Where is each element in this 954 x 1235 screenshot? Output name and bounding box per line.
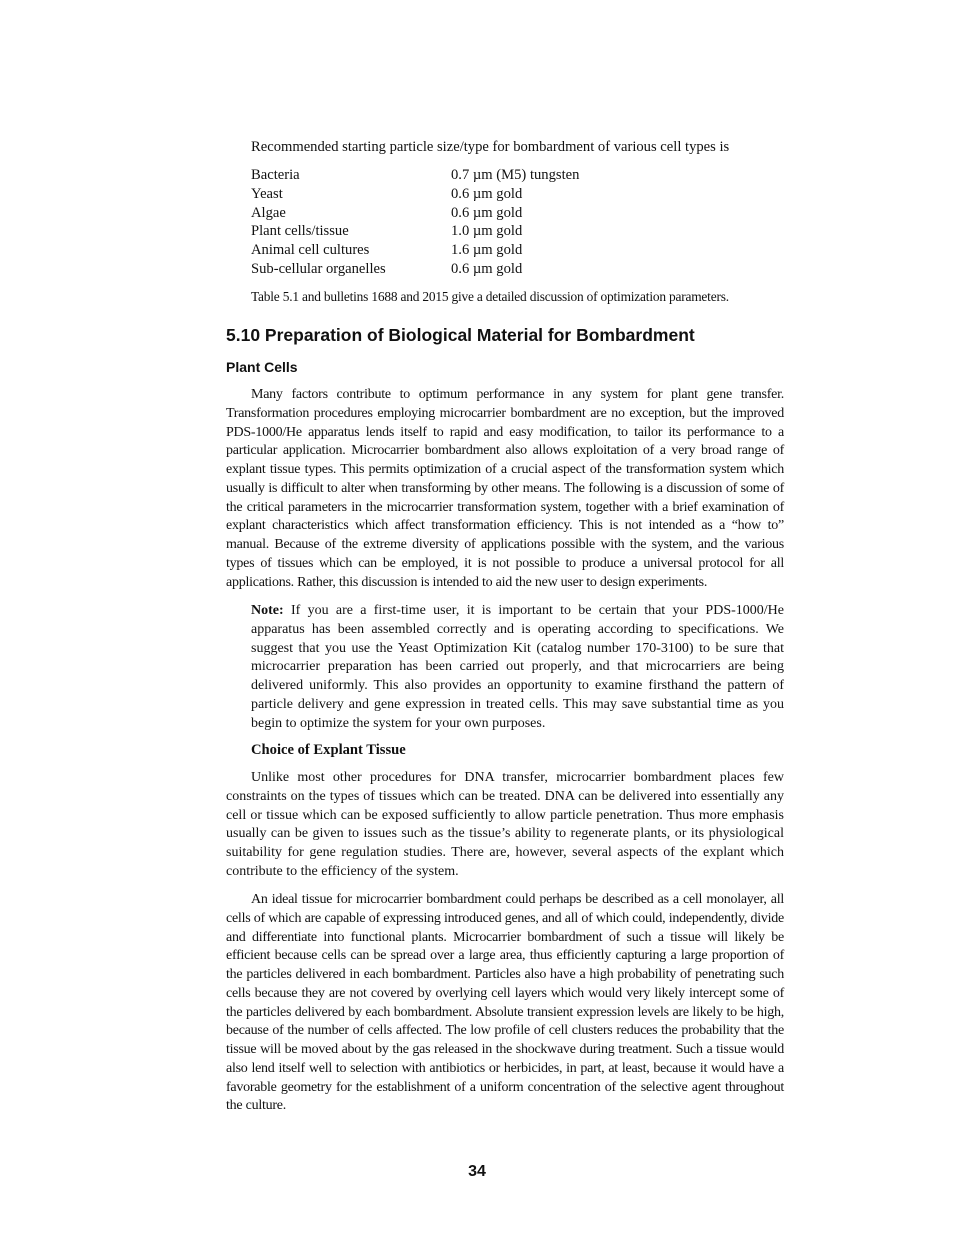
table-row	[251, 260, 691, 279]
cell-type: Yeast	[251, 185, 283, 202]
table-row	[251, 166, 691, 185]
paragraph-explant: Unlike most other procedures for DNA transfer, microcarrier bombardment places few constraints on the types of tissues which can be treated. DNA can be delivered into essentially any cell or tissue which can be exposed sufficiently to allow particle penetration. Thus more emphasis usually can be given to issues such as the tissue’s ability to regenerate plants, or its physiological suitability for gene regulation studies. There are, however, several aspects of the explant which contribute to the efficiency of the system.	[226, 770, 784, 879]
table-row	[251, 204, 691, 223]
cell-type: Algae	[251, 204, 286, 221]
particle-type: 0.6 µm gold	[451, 260, 523, 277]
particle-type: 1.0 µm gold	[451, 223, 523, 240]
particle-type: 1.6 µm gold	[451, 242, 523, 259]
cell-type: Plant cells/tissue	[251, 223, 349, 240]
cell-type: Bacteria	[251, 167, 300, 183]
paragraph-ideal-tissue: An ideal tissue for microcarrier bombardment could perhaps be described as a cell monolayer, all cells of which are capable of expressing introduced genes, and all of which could, independently, divide and differentiate into functional plants. Microcarrier bombardment of such a tissue will likely be efficient because cells can be spread over a large area, thus efficiently capturing a large proportion of the particles delivered in each bombardment. Particles also have a high probability of penetrating such cells because they are not covered by overlying cell layers which would very likely intercept some of the particles delivered by each bombardment. Absolute transient expression levels are likely to be high, because of the number of cells affected. The low profile of cell clusters reduces the probability that the tissue will be moved about by the gas released in the shockwave during treatment. Such a tissue would also lend itself well to selection with antibiotics or herbicides, in part, at least, because it would have a favorable geometry for the establishment of a uniform concentration of the selective agent throughout the culture.	[226, 892, 784, 1114]
note-text: If you are a first-time user, it is important to be certain that your PDS-1000/He apparatus has been assembled correctly and is operating according to specifications. We suggest that you use the Yeast Optimization Kit (catalog number 170-3100) to be sure that microcarrier preparation has been carried out properly, and that microcarriers are being delivered uniformly. This also provides an opportunity to examine firsthand the pattern of particle delivery and gene expression in treated cells. This may save substantial time as you begin to optimize the system for your own purposes.	[251, 603, 784, 731]
particle-type: 0.6 µm gold	[451, 204, 523, 221]
note-label: Note:	[251, 603, 284, 618]
table-row	[251, 185, 691, 204]
table-reference-note: Table 5.1 and bulletins 1688 and 2015 give a detailed discussion of optimization parameters.	[251, 289, 729, 304]
particle-size-table	[251, 166, 691, 279]
subheading-plant-cells: Plant Cells	[226, 359, 298, 375]
table-row	[251, 222, 691, 241]
particle-type: 0.6 µm gold	[451, 185, 523, 202]
subheading-explant: Choice of Explant Tissue	[251, 742, 406, 758]
page-number: 34	[468, 1163, 486, 1180]
intro-text: Recommended starting particle size/type for bombardment of various cell types is	[251, 139, 730, 155]
paragraph-factors: Many factors contribute to optimum performance in any system for plant gene transfer. Transformation procedures employing microcarrier bombardment are no exception, but the improved PDS-1000/He apparatus lends itself to rapid and easy modification, to tailor its performance to a particular application. Microcarrier bombardment also allows exploitation of a very broad range of explant tissue types. This permits optimization of a crucial aspect of the transformation system which usually is difficult to alter when transforming by other means. The following is a discussion of some of the critical parameters in the microcarrier transformation system, together with a brief examination of explant characteristics which affect transformation efficiency. This is not intended as a “how to” manual. Because of the extreme diversity of applications possible with the system, and the various types of tissues which can be employed, it is not possible to produce a universal protocol for all applications. Rather, this discussion is intended to aid the new user to design experiments.	[226, 387, 784, 590]
section-heading: 5.10 Preparation of Biological Material for Bombardment	[226, 325, 695, 345]
cell-type: Sub-cellular organelles	[251, 260, 386, 277]
cell-type: Animal cell cultures	[251, 242, 370, 259]
table-row	[251, 241, 691, 260]
note-block	[251, 602, 784, 733]
particle-type: 0.7 µm (M5) tungsten	[451, 167, 580, 183]
